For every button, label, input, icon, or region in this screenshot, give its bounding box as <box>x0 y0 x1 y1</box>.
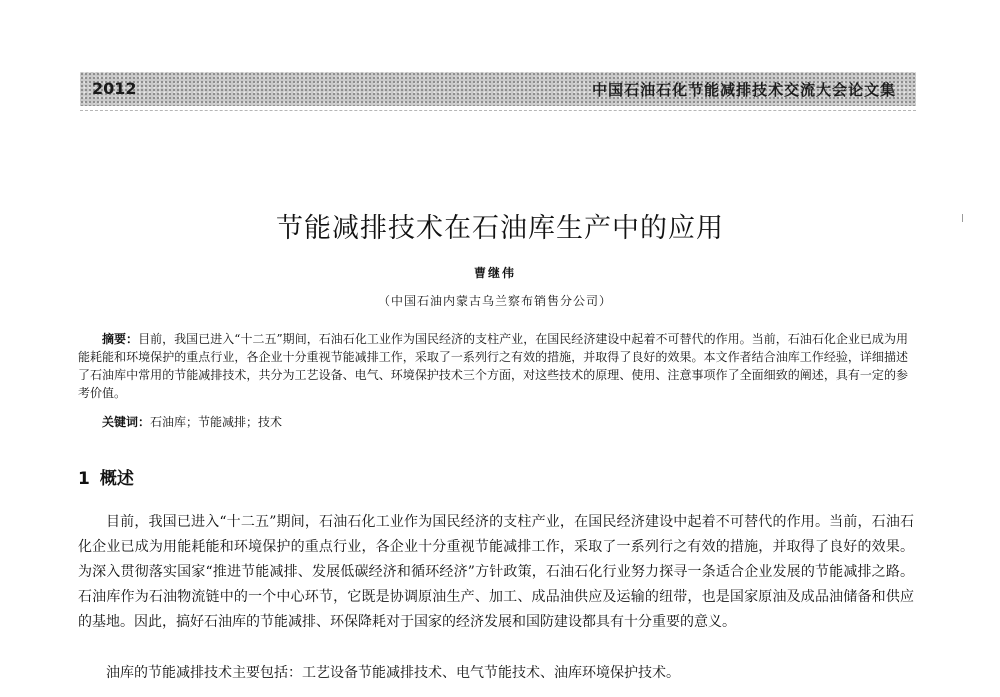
abstract <box>78 330 908 402</box>
author-affiliation: （中国石油内蒙古乌兰察布销售分公司） <box>377 294 612 308</box>
header-proceedings-title: 中国石油石化节能减排技术交流大会论文集 <box>591 81 896 99</box>
scan-edge-mark <box>962 214 963 222</box>
keywords-text: 石油库；节能减排；技术 <box>150 415 283 429</box>
keywords-label: 关键词： <box>102 415 151 429</box>
section-number: 1 <box>78 469 90 489</box>
header-year: 2012 <box>92 79 137 98</box>
author-name: 曹继伟 <box>473 266 516 280</box>
abstract-text: 目前，我国已进入“十二五”期间，石油石化工业作为国民经济的支柱产业，在国民经济建设中起着不可替代的作用。当前，石油石化企业已成为用能耗能和环境保护的重点行业，各企业十分重视节能减排工作，采取了一系列行之有效的措施，并取得了良好的效果。本文作者结合油库工作经验，详细描述了石油库中常用的节能减排技术，共分为工艺设备、电气、环境保护技术三个方面，对这些技术的原理、使用、注意事项作了全面细致的阐述，具有一定的参考价值。 <box>78 332 908 400</box>
paper-title: 节能减排技术在石油库生产中的应用 <box>276 213 724 244</box>
keywords <box>78 413 908 431</box>
section-heading <box>78 464 134 489</box>
body-paragraph: 目前，我国已进入“十二五”期间，石油石化工业作为国民经济的支柱产业，在国民经济建设中起着不可替代的作用。当前，石油石化企业已成为用能耗能和环境保护的重点行业，各企业十分重视节能减排工作，采取了一系列行之有效的措施，并取得了良好的效果。为深入贯彻落实国家“推进节能减排、发展低碳经济和循环经济”方针政策，石油石化行业努力探寻一条适合企业发展的节能减排之路。石油库作为石油物流链中的一个中心环节，它既是协调原油生产、加工、成品油供应及运输的纽带，也是国家原油及成品油储备和供应的基地。因此，搞好石油库的节能减排、环保降耗对于国家的经济发展和国防建设都具有十分重要的意义。 <box>78 514 914 630</box>
running-header <box>80 72 916 106</box>
body-paragraph: 油库的节能减排技术主要包括：工艺设备节能减排技术、电气节能技术、油库环境保护技术。 <box>106 665 680 681</box>
section-title: 概述 <box>99 469 134 489</box>
header-divider <box>80 110 916 111</box>
abstract-label: 摘要： <box>102 332 139 346</box>
